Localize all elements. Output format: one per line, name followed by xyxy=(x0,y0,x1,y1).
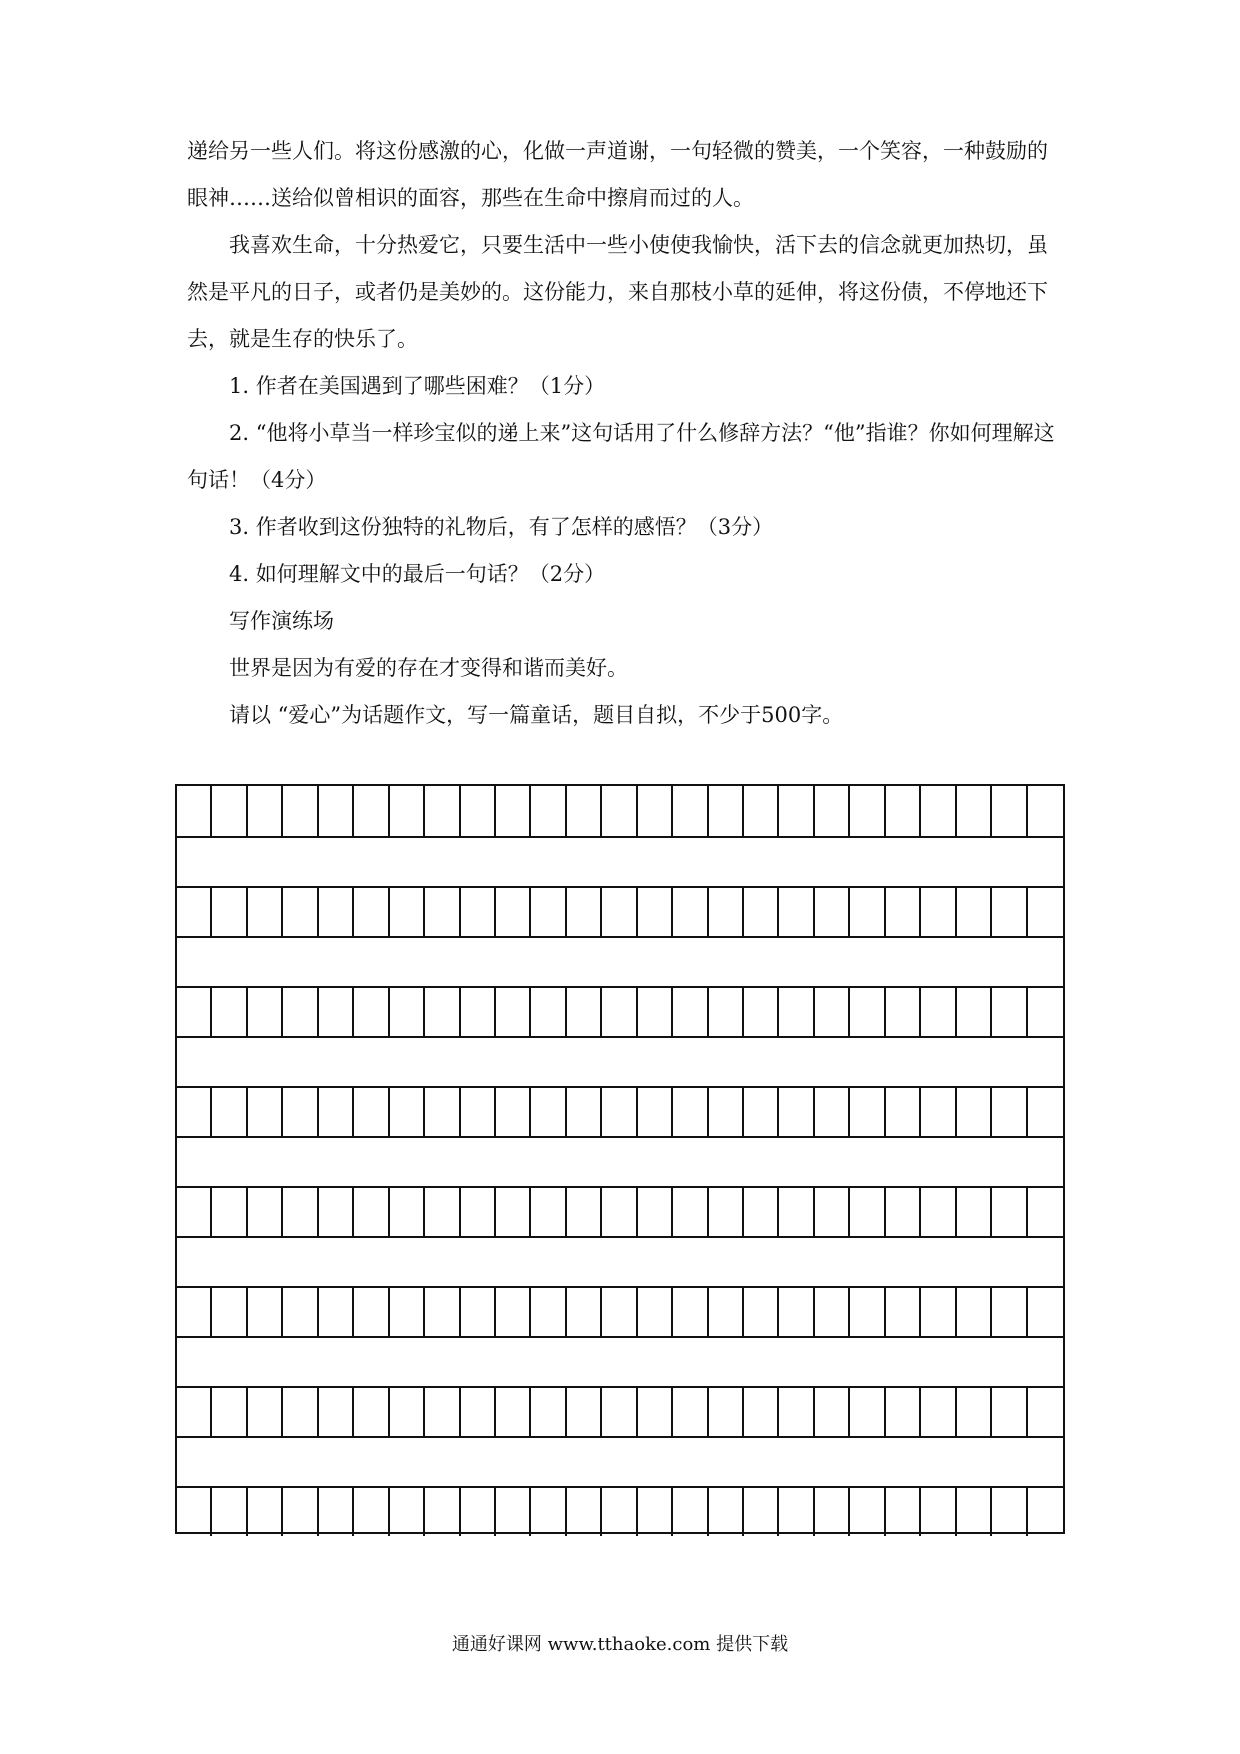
grid-cell xyxy=(709,1286,744,1336)
grid-cell xyxy=(673,986,708,1036)
grid-cell xyxy=(567,1086,602,1136)
grid-cell xyxy=(602,986,637,1036)
grid-cell xyxy=(212,1286,247,1336)
grid-cell xyxy=(496,1386,531,1436)
grid-line xyxy=(177,1136,1063,1138)
grid-cell xyxy=(212,1386,247,1436)
grid-cell xyxy=(496,1086,531,1136)
grid-cell xyxy=(461,986,496,1036)
grid-cell xyxy=(709,1186,744,1236)
grid-cell xyxy=(425,886,460,936)
grid-cell xyxy=(886,1486,921,1536)
question-4: 4. 如何理解文中的最后一句话？（2分） xyxy=(229,562,606,586)
grid-cell xyxy=(602,1086,637,1136)
grid-cell xyxy=(815,1386,850,1436)
grid-cell xyxy=(673,1286,708,1336)
grid-cell xyxy=(248,1086,283,1136)
grid-cell xyxy=(992,1186,1027,1236)
grid-cell xyxy=(602,1386,637,1436)
grid-cell xyxy=(744,986,779,1036)
grid-cell xyxy=(744,1386,779,1436)
grid-cell xyxy=(957,886,992,936)
question-1: 1. 作者在美国遇到了哪些困难？（1分） xyxy=(229,374,606,398)
grid-cell xyxy=(992,886,1027,936)
grid-line xyxy=(177,986,1063,988)
grid-cell xyxy=(921,886,956,936)
grid-cell xyxy=(354,1286,389,1336)
grid-cell xyxy=(744,786,779,836)
writing-grid xyxy=(175,784,1065,1534)
grid-cell xyxy=(779,1286,814,1336)
grid-cell xyxy=(390,1086,425,1136)
grid-cell xyxy=(177,986,212,1036)
grid-row xyxy=(177,1086,1063,1136)
grid-cell xyxy=(1028,1286,1063,1336)
grid-cell xyxy=(567,886,602,936)
footer-credit: 通通好课网 www.tthaoke.com 提供下载 xyxy=(451,1634,789,1655)
grid-cell xyxy=(744,1286,779,1336)
grid-cell xyxy=(1028,1486,1063,1536)
grid-row xyxy=(177,1386,1063,1436)
grid-cell xyxy=(390,1486,425,1536)
grid-cell xyxy=(319,1086,354,1136)
grid-cell xyxy=(709,1386,744,1436)
grid-cell xyxy=(779,1486,814,1536)
grid-cell xyxy=(602,1286,637,1336)
grid-cell xyxy=(886,986,921,1036)
grid-cell xyxy=(496,1186,531,1236)
grid-cell xyxy=(992,786,1027,836)
grid-cell xyxy=(850,1186,885,1236)
grid-cell xyxy=(992,986,1027,1036)
grid-cell xyxy=(461,786,496,836)
grid-cell xyxy=(744,886,779,936)
grid-cell xyxy=(212,1086,247,1136)
grid-cell xyxy=(567,786,602,836)
grid-cell xyxy=(390,786,425,836)
grid-cell xyxy=(779,886,814,936)
grid-cell xyxy=(531,1386,566,1436)
grid-cell xyxy=(567,1386,602,1436)
grid-cell xyxy=(212,1486,247,1536)
writing-prompt-intro: 世界是因为有爱的存在才变得和谐而美好。 xyxy=(229,656,628,680)
grid-cell xyxy=(283,886,318,936)
grid-line xyxy=(177,1286,1063,1288)
grid-cell xyxy=(177,1386,212,1436)
grid-cell xyxy=(921,786,956,836)
grid-cell xyxy=(1028,986,1063,1036)
grid-cell xyxy=(638,1186,673,1236)
grid-cell xyxy=(177,886,212,936)
grid-cell xyxy=(531,986,566,1036)
grid-cell xyxy=(638,1286,673,1336)
grid-cell xyxy=(177,1286,212,1336)
grid-line xyxy=(177,886,1063,888)
grid-cell xyxy=(531,1186,566,1236)
grid-cell xyxy=(779,786,814,836)
grid-cell xyxy=(425,1286,460,1336)
grid-cell xyxy=(248,1286,283,1336)
grid-cell xyxy=(957,1286,992,1336)
grid-cell xyxy=(461,886,496,936)
grid-cell xyxy=(248,1186,283,1236)
grid-cell xyxy=(921,986,956,1036)
grid-cell xyxy=(248,1386,283,1436)
grid-cell xyxy=(673,886,708,936)
grid-cell xyxy=(886,1286,921,1336)
grid-cell xyxy=(354,1486,389,1536)
grid-cell xyxy=(744,1086,779,1136)
grid-cell xyxy=(602,886,637,936)
grid-cell xyxy=(957,1386,992,1436)
grid-cell xyxy=(815,986,850,1036)
grid-cell xyxy=(531,1286,566,1336)
grid-cell xyxy=(354,1386,389,1436)
grid-line xyxy=(177,1186,1063,1188)
grid-cell xyxy=(248,886,283,936)
grid-cell xyxy=(319,886,354,936)
grid-cell xyxy=(354,786,389,836)
grid-cell xyxy=(957,1086,992,1136)
grid-cell xyxy=(354,1086,389,1136)
grid-cell xyxy=(212,786,247,836)
grid-cell xyxy=(177,1186,212,1236)
grid-cell xyxy=(815,1186,850,1236)
grid-cell xyxy=(992,1286,1027,1336)
section-heading: 写作演练场 xyxy=(229,609,334,633)
grid-cell xyxy=(1028,1186,1063,1236)
grid-cell xyxy=(850,1086,885,1136)
grid-row xyxy=(177,986,1063,1036)
grid-cell xyxy=(425,986,460,1036)
grid-cell xyxy=(779,986,814,1036)
grid-cell xyxy=(921,1086,956,1136)
grid-cell xyxy=(496,1286,531,1336)
grid-cell xyxy=(709,786,744,836)
grid-cell xyxy=(709,1086,744,1136)
grid-cell xyxy=(354,986,389,1036)
grid-cell xyxy=(638,1386,673,1436)
grid-cell xyxy=(248,1486,283,1536)
grid-cell xyxy=(461,1186,496,1236)
grid-cell xyxy=(957,986,992,1036)
grid-line xyxy=(177,1236,1063,1238)
grid-cell xyxy=(992,1386,1027,1436)
grid-row xyxy=(177,1286,1063,1336)
grid-cell xyxy=(850,886,885,936)
grid-cell xyxy=(567,1186,602,1236)
grid-cell xyxy=(354,1186,389,1236)
grid-cell xyxy=(461,1486,496,1536)
grid-cell xyxy=(638,1086,673,1136)
grid-cell xyxy=(496,886,531,936)
grid-cell xyxy=(673,1186,708,1236)
grid-cell xyxy=(638,1486,673,1536)
grid-row xyxy=(177,786,1063,836)
writing-prompt: 请以 “爱心”为话题作文，写一篇童话，题目自拟，不少于500字。 xyxy=(229,703,844,727)
text-block xyxy=(187,128,1060,739)
grid-cell xyxy=(531,1486,566,1536)
grid-cell xyxy=(815,1486,850,1536)
grid-cell xyxy=(602,1486,637,1536)
grid-cell xyxy=(850,986,885,1036)
grid-cell xyxy=(957,1486,992,1536)
grid-cell xyxy=(283,1286,318,1336)
grid-cell xyxy=(886,886,921,936)
grid-cell xyxy=(638,986,673,1036)
grid-cell xyxy=(319,786,354,836)
grid-cell xyxy=(177,786,212,836)
question-2: 2. “他将小草当一样珍宝似的递上来”这句话用了什么修辞方法？“他”指谁？你如何理解这句话！（4分） xyxy=(187,421,1055,492)
grid-cell xyxy=(886,786,921,836)
grid-cell xyxy=(850,786,885,836)
grid-cell xyxy=(779,1386,814,1436)
grid-line xyxy=(177,836,1063,838)
grid-cell xyxy=(212,1186,247,1236)
grid-cell xyxy=(283,1086,318,1136)
grid-cell xyxy=(957,786,992,836)
grid-cell xyxy=(283,1386,318,1436)
grid-cell xyxy=(390,1386,425,1436)
grid-cell xyxy=(815,1086,850,1136)
grid-line xyxy=(177,1486,1063,1488)
grid-cell xyxy=(319,1386,354,1436)
grid-cell xyxy=(638,786,673,836)
grid-cell xyxy=(921,1386,956,1436)
grid-cell xyxy=(850,1286,885,1336)
grid-cell xyxy=(1028,1086,1063,1136)
grid-cell xyxy=(921,1186,956,1236)
grid-cell xyxy=(957,1186,992,1236)
grid-cell xyxy=(567,1286,602,1336)
grid-cell xyxy=(425,1386,460,1436)
grid-cell xyxy=(319,1486,354,1536)
grid-cell xyxy=(177,1486,212,1536)
grid-cell xyxy=(638,886,673,936)
grid-cell xyxy=(779,1086,814,1136)
grid-cell xyxy=(496,786,531,836)
grid-cell xyxy=(425,1486,460,1536)
grid-row xyxy=(177,1486,1063,1536)
grid-cell xyxy=(815,886,850,936)
grid-row xyxy=(177,886,1063,936)
grid-cell xyxy=(425,786,460,836)
grid-line xyxy=(177,1036,1063,1038)
grid-cell xyxy=(779,1186,814,1236)
grid-cell xyxy=(390,1286,425,1336)
grid-cell xyxy=(390,1186,425,1236)
grid-cell xyxy=(212,886,247,936)
grid-cell xyxy=(602,786,637,836)
grid-cell xyxy=(673,1086,708,1136)
grid-cell xyxy=(567,1486,602,1536)
paragraph: 我喜欢生命，十分热爱它，只要生活中一些小使使我愉快，活下去的信念就更加热切，虽然是平凡的日子，或者仍是美妙的。这份能力，来自那枝小草的延伸，将这份债，不停地还下去，就是生存的快乐了。 xyxy=(187,233,1048,351)
grid-cell xyxy=(390,886,425,936)
grid-cell xyxy=(390,986,425,1036)
grid-line xyxy=(177,1436,1063,1438)
grid-cell xyxy=(992,1086,1027,1136)
grid-cell xyxy=(212,986,247,1036)
grid-cell xyxy=(283,786,318,836)
grid-cell xyxy=(709,886,744,936)
grid-cell xyxy=(531,786,566,836)
question-3: 3. 作者收到这份独特的礼物后，有了怎样的感悟？（3分） xyxy=(229,515,774,539)
grid-cell xyxy=(815,786,850,836)
grid-cell xyxy=(602,1186,637,1236)
grid-cell xyxy=(673,786,708,836)
grid-cell xyxy=(709,1486,744,1536)
grid-cell xyxy=(850,1386,885,1436)
grid-row xyxy=(177,1186,1063,1236)
grid-cell xyxy=(709,986,744,1036)
grid-cell xyxy=(425,1086,460,1136)
grid-cell xyxy=(531,1086,566,1136)
grid-cell xyxy=(673,1386,708,1436)
grid-cell xyxy=(886,1086,921,1136)
grid-cell xyxy=(850,1486,885,1536)
grid-cell xyxy=(496,1486,531,1536)
grid-line xyxy=(177,1336,1063,1338)
grid-cell xyxy=(567,986,602,1036)
paragraph: 递给另一些人们。将这份感激的心，化做一声道谢，一句轻微的赞美，一个笑容，一种鼓励的眼神……送给似曾相识的面容，那些在生命中擦肩而过的人。 xyxy=(187,139,1048,210)
grid-cell xyxy=(319,1286,354,1336)
grid-cell xyxy=(815,1286,850,1336)
grid-cell xyxy=(319,1186,354,1236)
grid-cell xyxy=(461,1386,496,1436)
grid-cell xyxy=(461,1086,496,1136)
grid-cell xyxy=(744,1186,779,1236)
grid-cell xyxy=(283,1186,318,1236)
grid-cell xyxy=(248,986,283,1036)
grid-cell xyxy=(425,1186,460,1236)
grid-line xyxy=(177,936,1063,938)
grid-cell xyxy=(496,986,531,1036)
grid-cell xyxy=(354,886,389,936)
grid-cell xyxy=(319,986,354,1036)
grid-cell xyxy=(531,886,566,936)
grid-cell xyxy=(177,1086,212,1136)
grid-cell xyxy=(1028,1386,1063,1436)
grid-cell xyxy=(248,786,283,836)
grid-cell xyxy=(921,1286,956,1336)
grid-cell xyxy=(744,1486,779,1536)
grid-cell xyxy=(886,1386,921,1436)
grid-cell xyxy=(886,1186,921,1236)
grid-line xyxy=(177,1386,1063,1388)
grid-cell xyxy=(283,986,318,1036)
grid-cell xyxy=(1028,786,1063,836)
grid-cell xyxy=(283,1486,318,1536)
grid-cell xyxy=(461,1286,496,1336)
grid-line xyxy=(177,1086,1063,1088)
grid-cell xyxy=(921,1486,956,1536)
grid-cell xyxy=(1028,886,1063,936)
grid-cell xyxy=(673,1486,708,1536)
grid-cell xyxy=(992,1486,1027,1536)
